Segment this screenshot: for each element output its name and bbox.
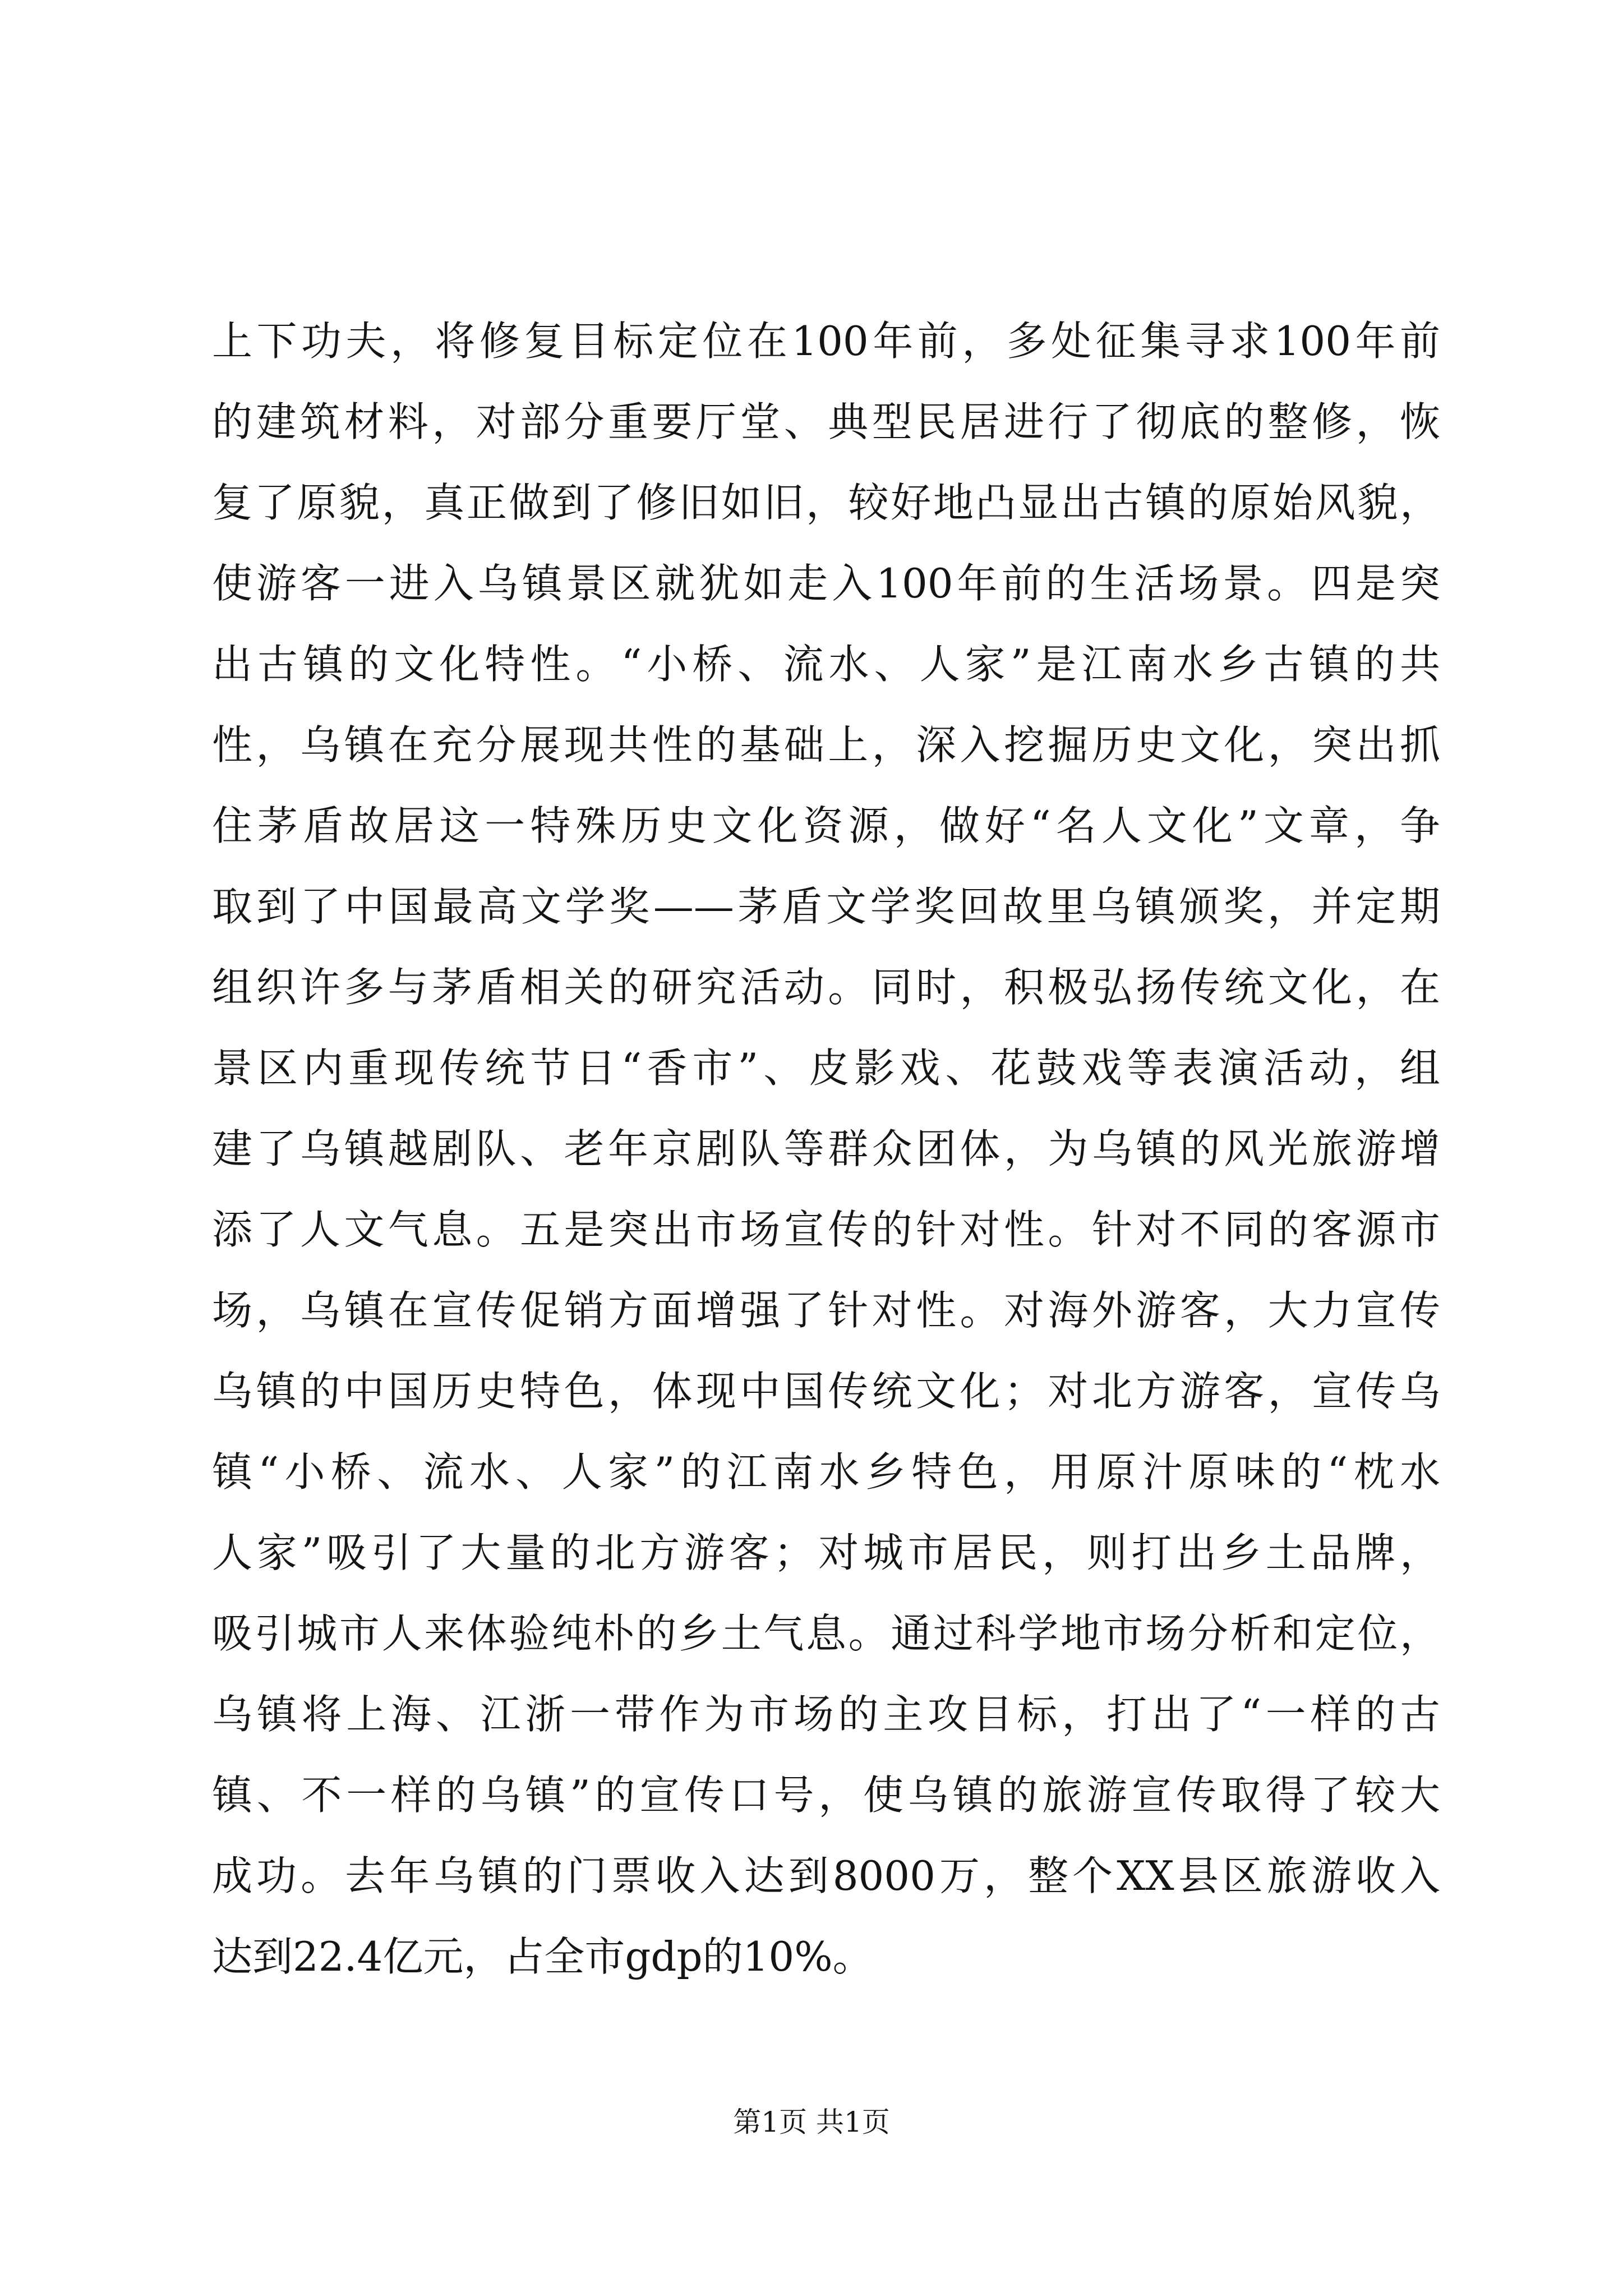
text-line-last: 达到22.4亿元，占全市gdp的10%。 bbox=[212, 1933, 873, 1980]
text-line: 的建筑材料，对部分重要厅堂、典型民居进行了彻底的整修，恢 bbox=[212, 398, 1440, 445]
text-line: 住茅盾故居这一特殊历史文化资源，做好“名人文化”文章，争 bbox=[212, 802, 1440, 849]
text-line: 镇“小桥、流水、人家”的江南水乡特色，用原汁原味的“枕水 bbox=[212, 1448, 1440, 1496]
text-line: 性，乌镇在充分展现共性的基础上，深入挖掘历史文化，突出抓 bbox=[212, 721, 1440, 769]
text-line: 乌镇的中国历史特色，体现中国传统文化；对北方游客，宣传乌 bbox=[212, 1368, 1440, 1415]
body-paragraph bbox=[212, 301, 1440, 1997]
text-line: 出古镇的文化特性。“小桥、流水、人家”是江南水乡古镇的共 bbox=[212, 641, 1440, 688]
page-footer bbox=[0, 2102, 1623, 2142]
text-line: 乌镇将上海、江浙一带作为市场的主攻目标，打出了“一样的古 bbox=[212, 1691, 1440, 1738]
text-line: 人家”吸引了大量的北方游客；对城市居民，则打出乡土品牌， bbox=[212, 1529, 1440, 1576]
text-line: 上下功夫，将修复目标定位在100年前，多处征集寻求100年前 bbox=[212, 318, 1440, 365]
text-line: 场，乌镇在宣传促销方面增强了针对性。对海外游客，大力宣传 bbox=[212, 1287, 1440, 1334]
text-line: 使游客一进入乌镇景区就犹如走入100年前的生活场景。四是突 bbox=[212, 560, 1440, 607]
text-line: 组织许多与茅盾相关的研究活动。同时，积极弘扬传统文化，在 bbox=[212, 964, 1440, 1011]
text-line: 景区内重现传统节日“香市”、皮影戏、花鼓戏等表演活动，组 bbox=[212, 1045, 1440, 1092]
text-line: 镇、不一样的乌镇”的宣传口号，使乌镇的旅游宣传取得了较大 bbox=[212, 1772, 1440, 1819]
text-line: 成功。去年乌镇的门票收入达到8000万，整个XX县区旅游收入 bbox=[212, 1852, 1440, 1899]
text-line: 添了人文气息。五是突出市场宣传的针对性。针对不同的客源市 bbox=[212, 1206, 1440, 1253]
text-line: 建了乌镇越剧队、老年京剧队等群众团体，为乌镇的风光旅游增 bbox=[212, 1125, 1440, 1172]
text-line: 吸引城市人来体验纯朴的乡土气息。通过科学地市场分析和定位， bbox=[212, 1610, 1440, 1657]
text-line: 取到了中国最高文学奖——茅盾文学奖回故里乌镇颁奖，并定期 bbox=[212, 883, 1440, 930]
page-number: 第1页 共1页 bbox=[733, 2106, 890, 2138]
text-line: 复了原貌，真正做到了修旧如旧，较好地凸显出古镇的原始风貌， bbox=[212, 479, 1440, 526]
